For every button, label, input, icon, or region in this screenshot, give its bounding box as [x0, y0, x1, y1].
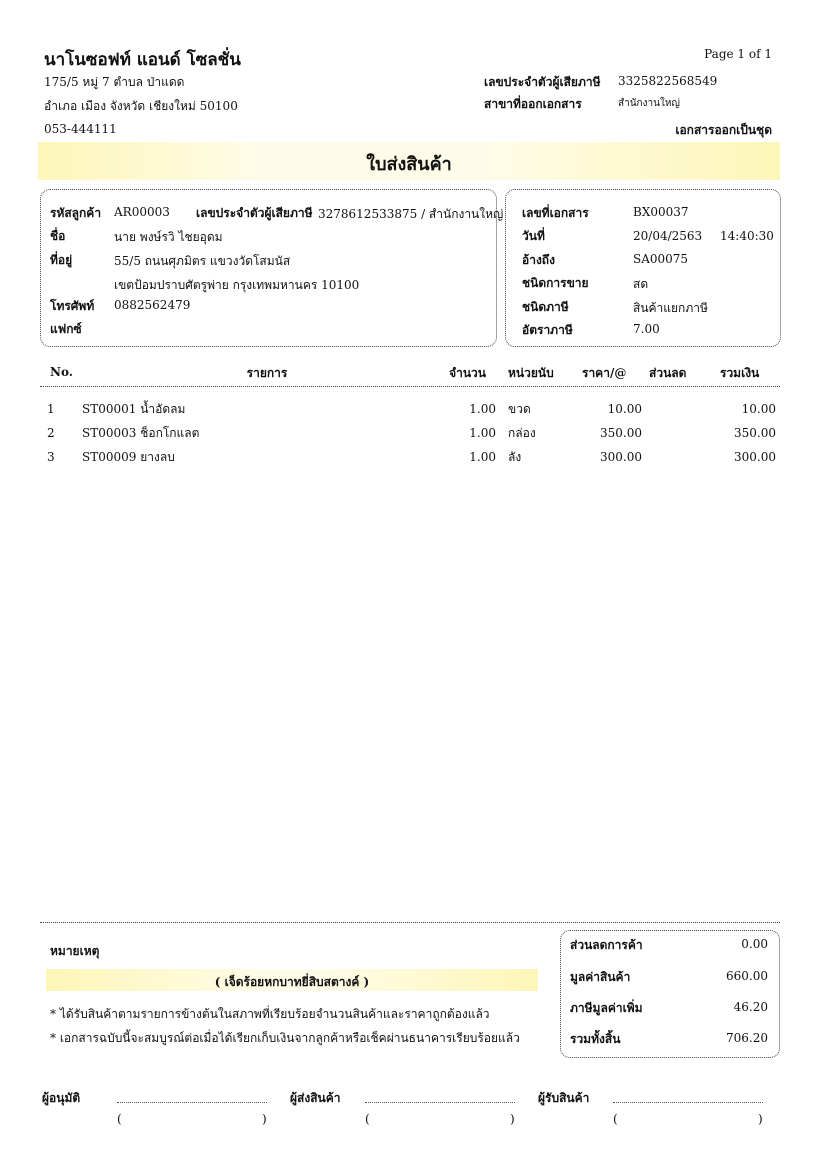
doc-date-label: วันที่: [522, 229, 545, 243]
row-total: 350.00: [734, 426, 776, 440]
tax-type: สินค้าแยกภาษี: [633, 301, 708, 315]
customer-name-label: ชื่อ: [50, 229, 66, 243]
row-item: ST00001 น้ำอัดลม: [82, 402, 186, 416]
tax-type-label: ชนิดภาษี: [522, 300, 569, 314]
doc-time: 14:40:30: [720, 229, 774, 243]
row-no: 1: [47, 402, 55, 416]
row-unit: ลัง: [508, 450, 522, 464]
company-address-line2: อำเภอ เมือง จังหวัด เชียงใหม่ 50100: [44, 99, 238, 113]
signature-sender-paren-close: ): [510, 1112, 515, 1126]
grand-total-value: 706.20: [726, 1031, 768, 1045]
row-qty: 1.00: [469, 402, 496, 416]
doc-no-label: เลขที่เอกสาร: [522, 206, 589, 220]
row-no: 2: [47, 426, 55, 440]
doc-ref: SA00075: [633, 252, 689, 266]
row-qty: 1.00: [469, 450, 496, 464]
signature-sender-paren-open: (: [365, 1112, 370, 1126]
sale-type-label: ชนิดการขาย: [522, 276, 589, 290]
doc-date: 20/04/2563: [633, 229, 703, 243]
col-header-discount: ส่วนลด: [649, 366, 687, 380]
signature-approver-line: [117, 1102, 267, 1103]
grand-total-label: รวมทั้งสิ้น: [570, 1032, 621, 1046]
company-branch: สำนักงานใหญ่: [618, 98, 680, 109]
customer-tax-value: 3278612533875 / สำนักงานใหญ่: [318, 207, 504, 221]
tax-rate-label: อัตราภาษี: [522, 323, 573, 337]
col-header-unit: หน่วยนับ: [508, 366, 554, 380]
signature-receiver-line: [613, 1102, 763, 1103]
signature-approver-paren-close: ): [262, 1112, 267, 1126]
company-address-line1: 175/5 หมู่ 7 ตำบล ป่าแดด: [44, 75, 185, 89]
signature-approver-paren-open: (: [117, 1112, 122, 1126]
footer-divider: [40, 922, 780, 923]
document-title: ใบส่งสินค้า: [366, 154, 452, 175]
subtotal-value: 660.00: [726, 969, 768, 983]
col-header-item: รายการ: [246, 366, 288, 380]
sale-type: สด: [633, 277, 649, 291]
col-header-price: ราคา/@: [582, 366, 627, 380]
row-item: ST00009 ยางลบ: [82, 450, 175, 464]
signature-sender-label: ผู้ส่งสินค้า: [290, 1091, 341, 1105]
col-header-qty: จำนวน: [449, 366, 486, 380]
customer-fax-label: แฟกซ์: [50, 322, 82, 336]
vat-label: ภาษีมูลค่าเพิ่ม: [570, 1001, 643, 1015]
customer-code-label: รหัสลูกค้า: [50, 206, 102, 220]
doc-no: BX00037: [633, 205, 689, 219]
customer-address-line2: เขตป้อมปราบศัตรูพ่าย กรุงเทพมหานคร 10100: [114, 278, 360, 292]
customer-address-line1: 55/5 ถนนศุภมิตร แขวงวัดโสมนัส: [114, 254, 291, 268]
customer-code: AR00003: [114, 205, 170, 219]
company-tax-id: 3325822568549: [618, 74, 718, 88]
row-price: 350.00: [600, 426, 642, 440]
remarks-label: หมายเหตุ: [50, 944, 100, 958]
row-item: ST00003 ช็อกโกแลต: [82, 426, 200, 440]
row-price: 300.00: [600, 450, 642, 464]
customer-tax-label: เลขประจำตัวผู้เสียภาษี: [196, 206, 313, 220]
customer-name: นาย พงษ์รวิ ไชยอุดม: [114, 230, 223, 244]
table-header-divider: [40, 386, 780, 387]
row-total: 300.00: [734, 450, 776, 464]
row-no: 3: [47, 450, 55, 464]
company-phone: 053-444111: [44, 122, 117, 136]
col-header-no: No.: [50, 365, 73, 379]
amount-in-words: ( เจ็ดร้อยหกบาทยี่สิบสตางค์ ): [214, 975, 370, 989]
signature-receiver-label: ผู้รับสินค้า: [538, 1091, 590, 1105]
customer-phone: 0882562479: [114, 298, 191, 312]
doc-set-note: เอกสารออกเป็นชุด: [675, 123, 772, 137]
row-total: 10.00: [741, 402, 776, 416]
row-unit: ขวด: [508, 402, 531, 416]
col-header-total: รวมเงิน: [720, 366, 760, 380]
signature-receiver-paren-open: (: [613, 1112, 618, 1126]
signature-sender-line: [365, 1102, 515, 1103]
row-price: 10.00: [607, 402, 642, 416]
row-qty: 1.00: [469, 426, 496, 440]
trade-discount-value: 0.00: [741, 937, 768, 951]
subtotal-label: มูลค่าสินค้า: [570, 970, 631, 984]
customer-phone-label: โทรศัพท์: [50, 299, 95, 313]
tax-rate: 7.00: [633, 322, 660, 336]
signature-receiver-paren-close: ): [758, 1112, 763, 1126]
company-name: นาโนซอฟท์ แอนด์ โซลชั่น: [44, 50, 241, 70]
trade-discount-label: ส่วนลดการค้า: [570, 938, 643, 952]
row-unit: กล่อง: [508, 426, 536, 440]
vat-value: 46.20: [733, 1000, 768, 1014]
signature-approver-label: ผู้อนุมัติ: [42, 1091, 81, 1105]
remark-note-1: * ได้รับสินค้าตามรายการข้างต้นในสภาพที่เรียบร้อยจำนวนสินค้าและราคาถูกต้องแล้ว: [50, 1007, 490, 1021]
remark-note-2: * เอกสารฉบับนี้จะสมบูรณ์ต่อเมื่อได้เรียกเก็บเงินจากลูกค้าหรือเช็คผ่านธนาคารเรียบร้อยแล้ว: [50, 1031, 520, 1045]
page-info: Page 1 of 1: [704, 47, 772, 61]
doc-ref-label: อ้างถึง: [522, 253, 555, 267]
company-branch-label: สาขาที่ออกเอกสาร: [484, 97, 582, 111]
company-tax-id-label: เลขประจำตัวผู้เสียภาษี: [484, 75, 601, 89]
customer-address-label: ที่อยู่: [50, 253, 73, 267]
